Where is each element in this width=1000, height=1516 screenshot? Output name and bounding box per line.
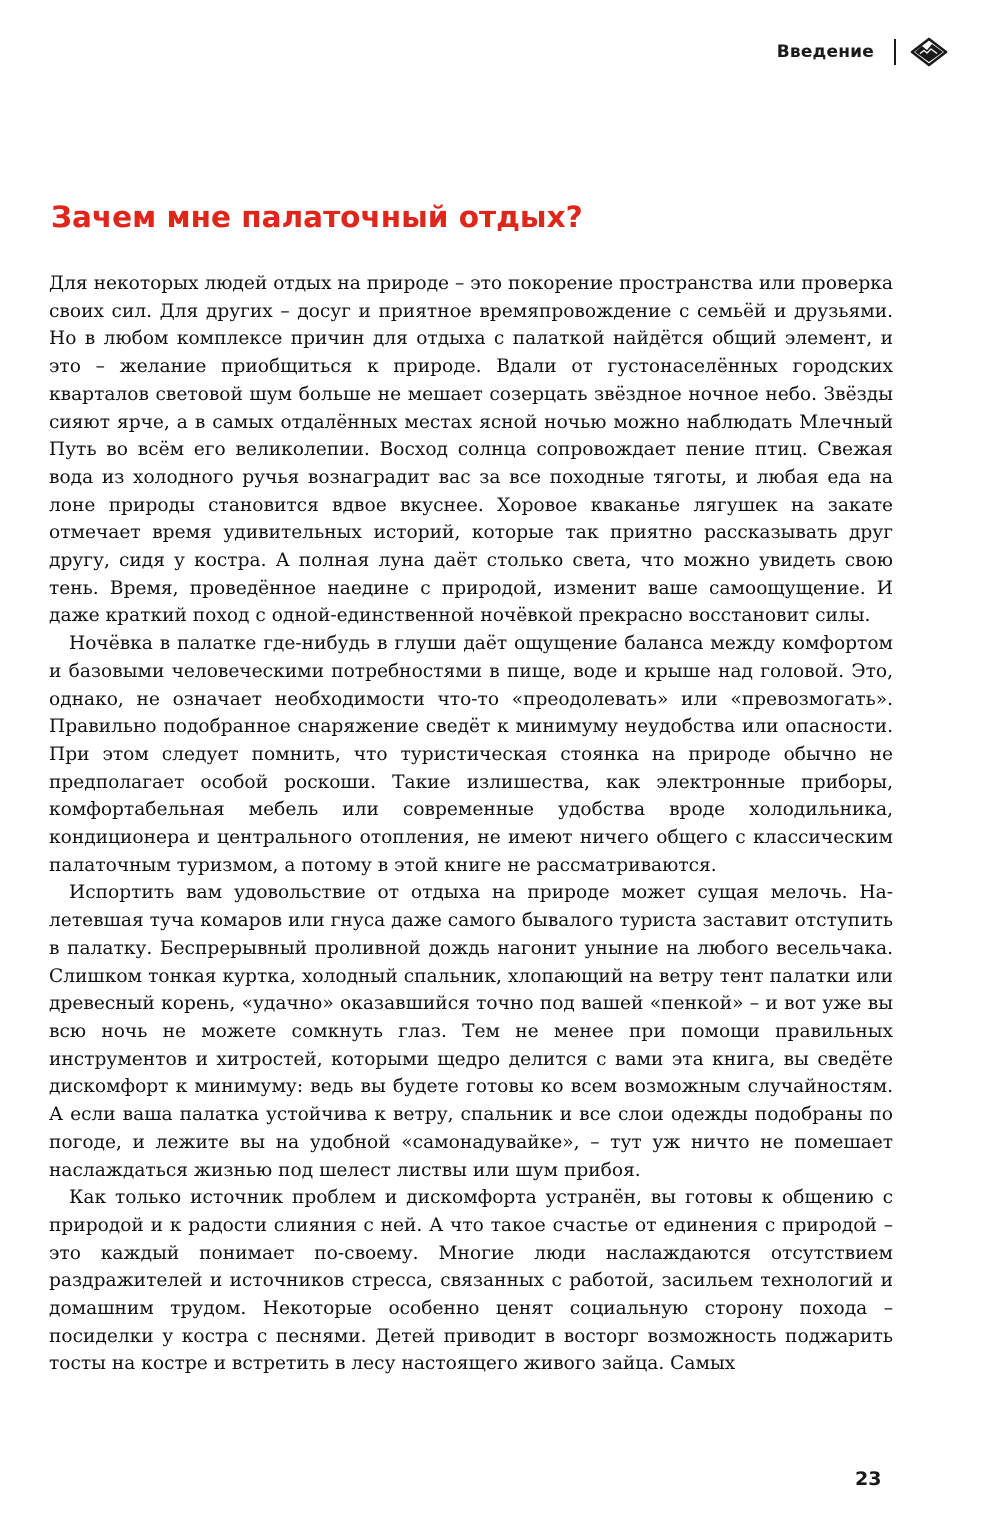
paragraph-1: Для некоторых людей отдых на природе – это покорение пространства или проверка своих сил. Для других – досуг и приятное времяпровождение с семьёй и друзьями. Но в любом комплексе причин для отдыха с палаткой найдётся общий элемент, и это – желание приобщиться к природе. Вдали от густонаселённых городских кварталов световой шум больше не мешает созерцать звёздное ночное небо. Звёзды сияют ярче, а в самых отдалённых местах ясной ночью можно наблюдать Млечный Путь во всём его великолепии. Восход солнца сопровождает пение птиц. Свежая вода из холодного ручья вознаградит вас за все походные тяготы, и любая еда на лоне природы становится вдвое вкуснее. Хоровое кваканье лягушек на закате отмечает время удивительных историй, которые так приятно рассказывать друг другу, сидя у костра. А полная луна даёт столько света, что можно увидеть свою тень. Время, проведённое наедине с природой, изменит ваше самоощущение. И даже краткий поход с одной-единственной ночёвкой прекрасно восстановит силы. <box>49 273 893 627</box>
header-divider <box>894 39 896 65</box>
page-number: 23 <box>855 1468 882 1490</box>
body-text <box>49 270 893 1378</box>
tent-mountain-icon <box>910 37 948 67</box>
paragraph-4: Как только источник проблем и дискомфорта устранён, вы готовы к общению с природой и к радости слияния с ней. А что такое счастье от единения с природой – это каждый понимает по-своему. Многие люди наслаждаются отсутствием раздражителей и источников стресса, связанных с работой, засильем технологий и домашним трудом. Некоторые особенно ценят социальную сторону похода – посиделки у костра с песнями. Детей приводит в восторг возможность поджарить тосты на костре и встретить в лесу настоящего живого зайца. Самых <box>49 1187 893 1375</box>
running-head <box>777 38 948 66</box>
section-label: Введение <box>776 42 874 62</box>
paragraph-2: Ночёвка в палатке где-нибудь в глуши даёт ощущение баланса между комфортом и базовыми человеческими потребностями в пище, воде и крыше над головой. Это, однако, не означает необходимости что-то «преодолевать» или «превозмогать». Правильно подобранное снаряжение сведёт к минимуму неудобства или опасности. При этом следует помнить, что туристическая стоянка на природе обычно не предполагает особой роскоши. Такие излишества, как электронные приборы, комфортабельная мебель или современные удобства вроде холодильника, кондиционера и центрального отопления, не имеют ничего общего с классическим палаточным туризмом, а потому в этой книге не рассматриваются. <box>49 633 893 876</box>
paragraph-3: Испортить вам удовольствие от отдыха на природе может сущая мелочь. Налетевшая туча комаров или гнуса даже самого бывалого туриста заставит отступить в палатку. Беспрерывный проливной дождь нагонит уныние на любого весельчака. Слишком тонкая куртка, холодный спальник, хлопающий на ветру тент палатки или древесный корень, «удачно» оказавшийся точно под вашей «пенкой» – и вот уже вы всю ночь не можете сомкнуть глаз. Тем не менее при помощи правильных инструментов и хитростей, которыми щедро делится с вами эта книга, вы сведёте дискомфорт к минимуму: ведь вы будете готовы ко всем возможным случайностям. А если ваша палатка устойчива к ветру, спальник и все слои одежды подобраны по погоде, и лежите вы на удобной «самонадувайке», – тут уж ничто не помешает наслаждаться жизнью под шелест листвы или шум прибоя. <box>49 882 893 1181</box>
chapter-title: Зачем мне палаточный отдых? <box>51 200 583 234</box>
